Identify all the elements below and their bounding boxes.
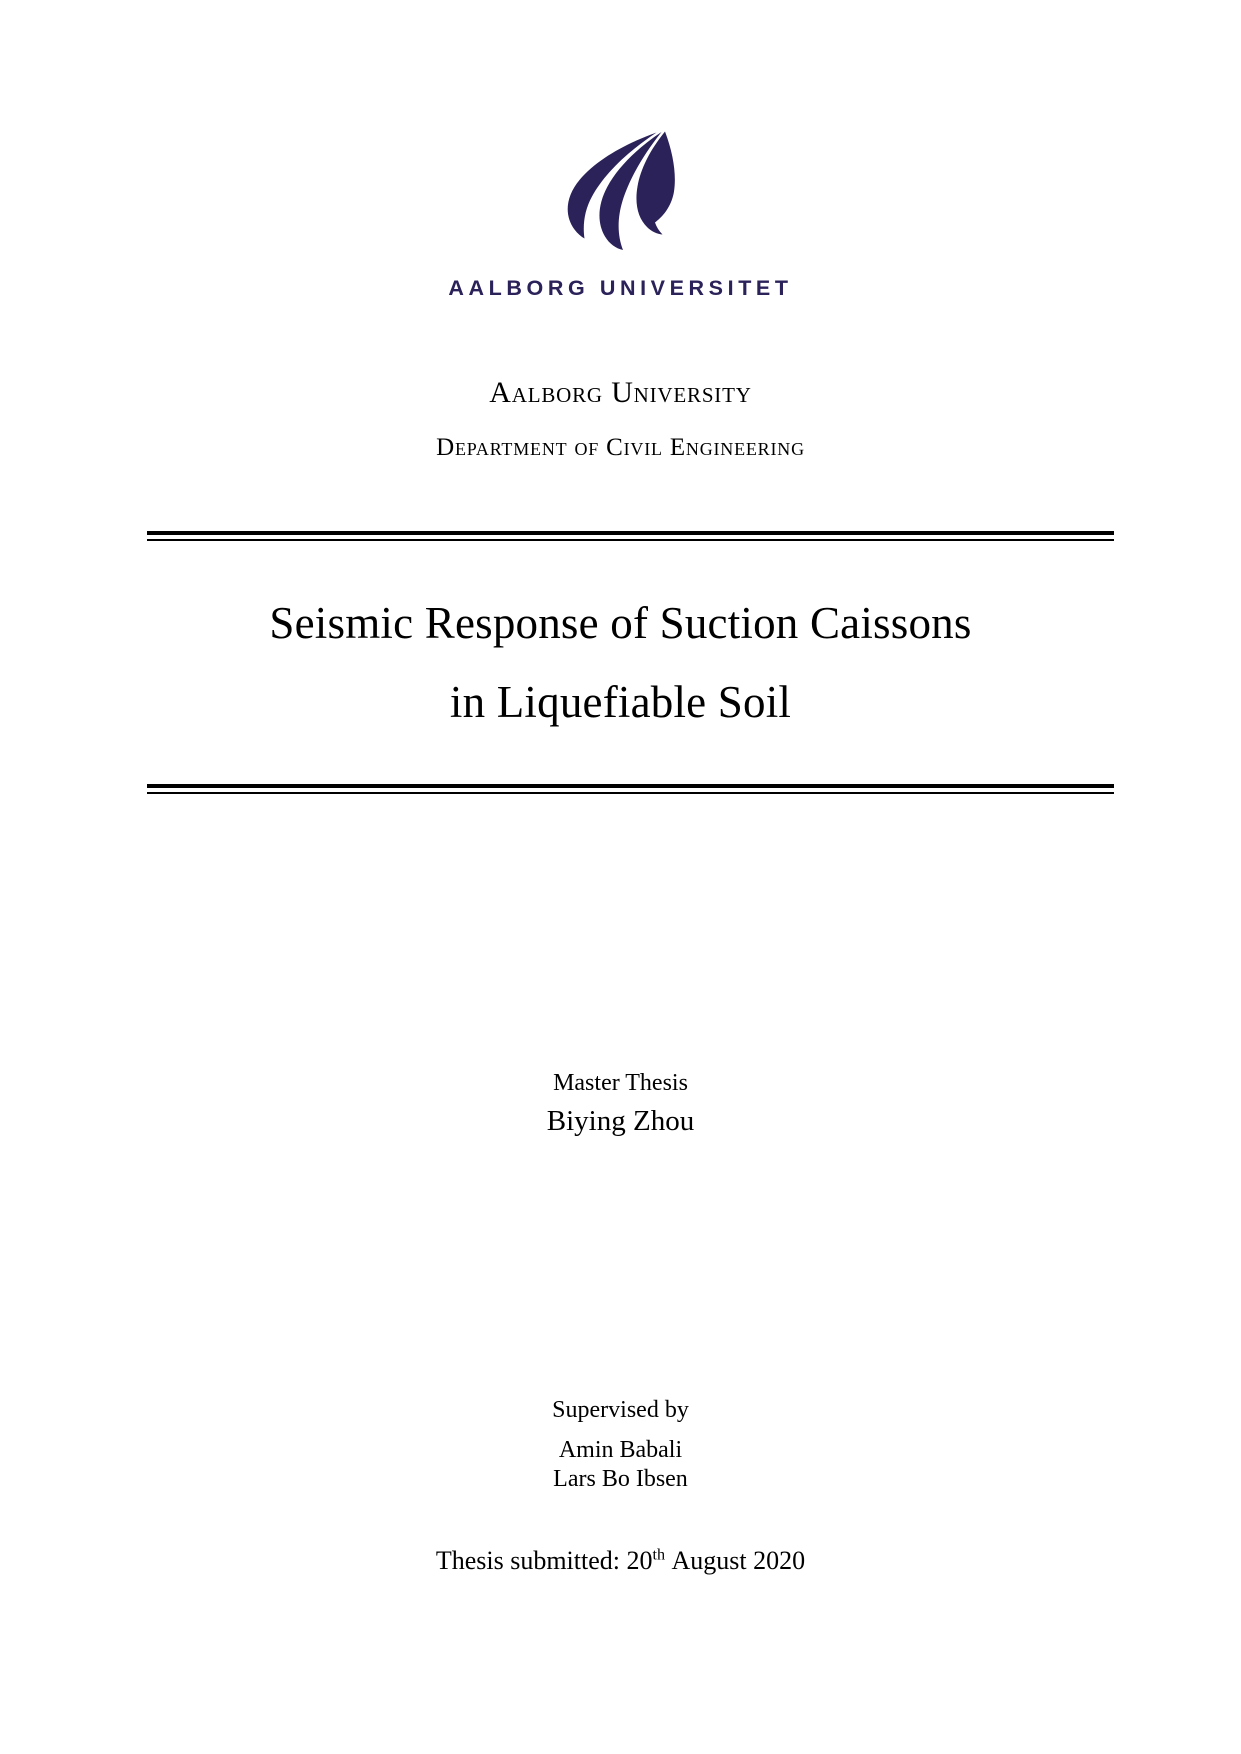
title-line-1: Seismic Response of Suction Caissons (269, 598, 972, 648)
submission-day: 20 (626, 1546, 653, 1575)
department-name: Department of Civil Engineering (436, 434, 805, 461)
page-title (0, 584, 1241, 742)
supervised-by-label: Supervised by (552, 1397, 689, 1423)
title-rule-bottom (147, 784, 1114, 794)
rule-thin-line (147, 539, 1114, 541)
university-logo-block (0, 128, 1241, 301)
submission-month-year: August 2020 (671, 1546, 806, 1575)
supervisor-name-1: Amin Babali (558, 1437, 683, 1463)
submission-prefix: Thesis submitted: (435, 1546, 620, 1575)
submission-date (0, 1546, 1241, 1576)
title-rule-top (147, 531, 1114, 541)
university-wordmark: AALBORG UNIVERSITET (448, 276, 793, 300)
thesis-type-label: Master Thesis (553, 1070, 688, 1096)
aalborg-university-logo-icon (555, 128, 687, 250)
title-line-2: in Liquefiable Soil (449, 677, 792, 727)
author-name: Biying Zhou (546, 1105, 695, 1137)
rule-thin-line (147, 792, 1114, 794)
submission-day-suffix: th (652, 1546, 666, 1564)
university-name: Aalborg University (489, 376, 752, 409)
supervisor-name-2: Lars Bo Ibsen (553, 1466, 688, 1492)
